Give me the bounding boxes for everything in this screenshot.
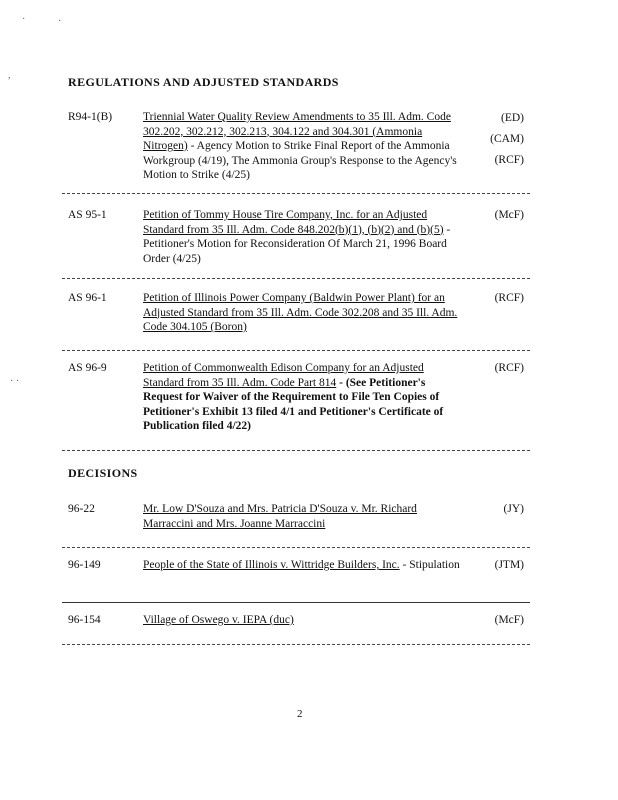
assignee-list xyxy=(495,613,524,628)
docket-title: Petition of Tommy House Tire Company, Inc. for an Adjusted Standard from 35 Ill. Adm. Code 848.202(b)(1), (b)(2) and (b)(5) xyxy=(143,209,444,236)
docket-detail: - Stipulation xyxy=(399,559,460,571)
divider xyxy=(62,644,530,645)
assignee-list xyxy=(495,558,524,573)
divider xyxy=(62,350,530,351)
divider xyxy=(62,602,530,603)
scan-speck: · xyxy=(22,14,26,25)
regulations-heading: REGULATIONS AND ADJUSTED STANDARDS xyxy=(68,75,339,89)
docket-code: AS 95-1 xyxy=(68,209,107,221)
docket-code: R94-1(B) xyxy=(68,111,113,123)
docket-description xyxy=(143,208,463,266)
docket-title: Triennial Water Quality Review Amendments to 35 Ill. Adm. Code 302.202, 302.212, 302.213, 304.122 and 304.301 (Ammonia Nitrogen) xyxy=(143,111,451,152)
docket-code: 96-149 xyxy=(68,559,101,571)
assignee: (RCF) xyxy=(494,154,524,166)
divider xyxy=(62,278,530,279)
assignee: (RCF) xyxy=(494,292,524,304)
docket-title: Petition of Illinois Power Company (Baldwin Power Plant) for an Adjusted Standard from 35 Ill. Adm. Code 302.208 and 35 Ill. Adm. Code 304.105 (Boron) xyxy=(143,292,458,333)
scan-speck: · · xyxy=(10,376,20,387)
docket-code: AS 96-1 xyxy=(68,292,107,304)
docket-detail: - (See Petitioner's Request for Waiver of the Requirement to File Ten Copies of Petitioner's Exhibit 13 filed 4/1 and Petitioner's Certificate of Publication filed 4/22) xyxy=(143,376,444,432)
assignee-list xyxy=(495,361,524,376)
docket-detail: - Agency Motion to Strike Final Report of the Ammonia Workgroup (4/19), The Ammonia Group's Response to the Agency's Motion to Strike (4/25) xyxy=(143,140,457,181)
docket-title: Mr. Low D'Souza and Mrs. Patricia D'Souza v. Mr. Richard Marraccini and Mrs. Joanne Marraccini xyxy=(143,503,417,530)
divider xyxy=(62,193,530,194)
assignee-list xyxy=(495,291,524,306)
page-number: 2 xyxy=(297,708,303,720)
docket-description xyxy=(143,558,463,573)
docket-code: 96-154 xyxy=(68,614,101,626)
scan-speck: , xyxy=(8,70,11,81)
assignee: (JTM) xyxy=(494,559,524,571)
assignee: (JY) xyxy=(503,503,524,515)
assignee: (McF) xyxy=(494,209,524,221)
scan-speck: · xyxy=(58,16,62,27)
assignee-list xyxy=(504,502,524,517)
docket-description xyxy=(143,291,463,335)
docket-description xyxy=(143,110,463,183)
docket-code: AS 96-9 xyxy=(68,362,107,374)
assignee: (CAM) xyxy=(490,133,524,145)
docket-code: 96-22 xyxy=(68,503,95,515)
docket-detail: - Petitioner's Motion for Reconsideration Of March 21, 1996 Board Order (4/25) xyxy=(143,223,451,265)
assignee-list xyxy=(490,108,524,171)
divider xyxy=(62,547,530,548)
divider xyxy=(62,450,530,451)
docket-title: Petition of Commonwealth Edison Company for an Adjusted Standard from 35 Ill. Adm. Code Part 814 xyxy=(143,362,424,389)
docket-title: Village of Oswego v. IEPA (duc) xyxy=(143,614,294,626)
assignee: (McF) xyxy=(494,614,524,626)
docket-description xyxy=(143,502,463,531)
assignee: (ED) xyxy=(501,112,524,124)
decisions-heading: DECISIONS xyxy=(68,466,138,480)
assignee-list xyxy=(495,208,524,223)
docket-title: People of the State of Illinois v. Wittridge Builders, Inc. xyxy=(143,559,400,571)
docket-description xyxy=(143,613,463,628)
docket-description xyxy=(143,361,463,434)
assignee: (RCF) xyxy=(494,362,524,374)
